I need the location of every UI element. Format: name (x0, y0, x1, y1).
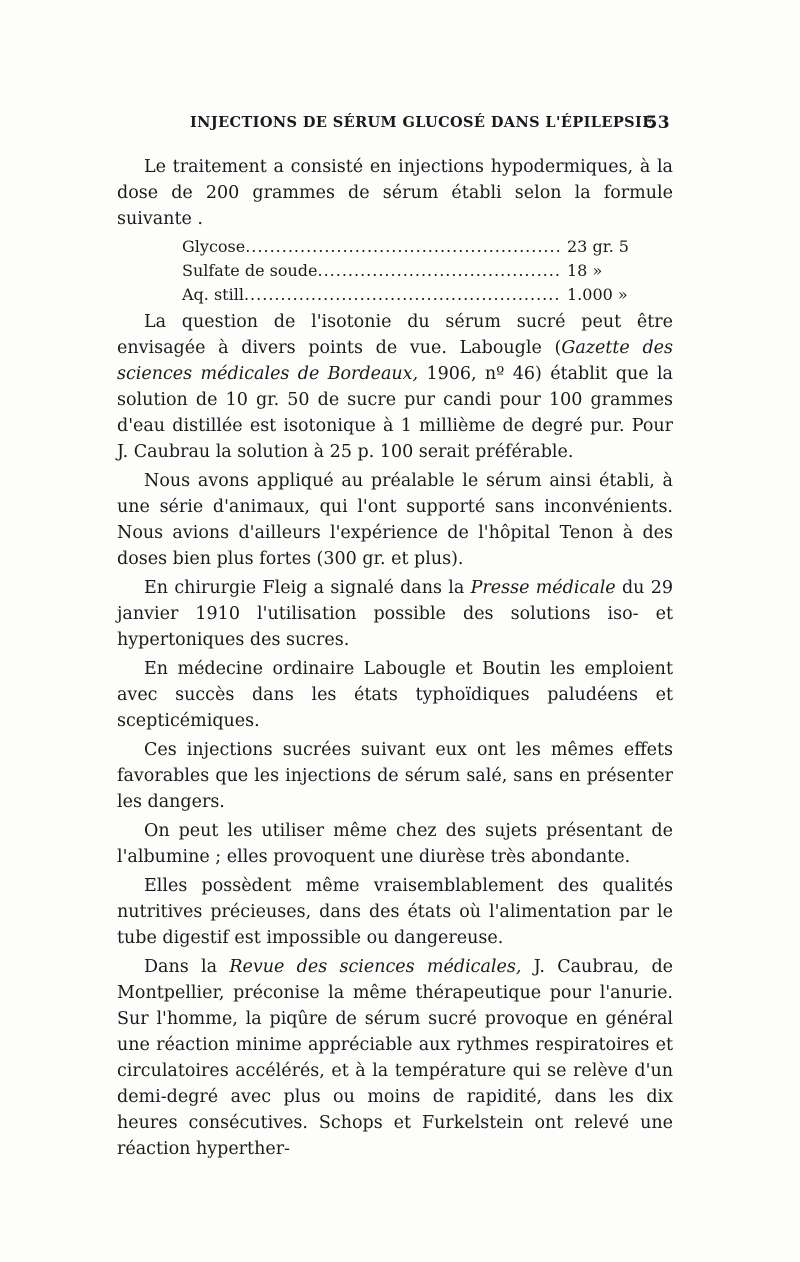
formula-row (182, 259, 637, 283)
leader-dots (244, 283, 561, 307)
formula-row (182, 235, 637, 259)
text-run: La question de l'isotonie du sérum sucré peut être envisagée à divers points de vue. Labougle ( (117, 312, 673, 358)
ingredient-name: Aq. still (182, 285, 244, 304)
page-header (190, 114, 680, 131)
text-run: du 29 janvier 1910 l'utilisation possible des solutions iso- et hypertoniques des sucres. (117, 578, 673, 650)
running-title: INJECTIONS DE SÉRUM GLUCOSÉ DANS L'ÉPILEPSIE (190, 114, 654, 131)
formula-row (182, 283, 637, 307)
leader-dots (317, 259, 561, 283)
text-run: Dans la (144, 957, 230, 977)
journal-title: Revue des sciences médicales, (229, 957, 522, 977)
ingredient-quantity: 18 » (567, 261, 603, 280)
paragraph-3: Nous avons appliqué au préalable le sérum ainsi établi, à une série d'animaux, qui l'ont supporté sans inconvénients. Nous avions d'ailleurs l'expérience de l'hôpital Tenon à des doses bien plus fortes (300 gr. et plus). (117, 471, 673, 569)
paragraph-1: Le traitement a consisté en injections hypodermiques, à la dose de 200 grammes de sérum établi selon la formule suivante . (117, 157, 673, 229)
text-run: 1906, nº 46) établit que la solution de 10 gr. 50 de sucre pur candi pour 100 grammes d'eau distillée est isotonique à 1 millième de degré pur. Pour J. Caubrau la solution à 25 p. 100 serait préférable. (117, 364, 673, 462)
formula-table (182, 235, 637, 307)
text-run: En chirurgie Fleig a signalé dans la (144, 578, 471, 598)
journal-title: Presse médicale (470, 578, 616, 598)
paragraph-7: On peut les utiliser même chez des sujets présentant de l'albumine ; elles provoquent une diurèse très abondante. (117, 821, 673, 867)
leader-dots (245, 235, 561, 259)
paragraph-4 (117, 575, 673, 653)
ingredient-name: Sulfate de soude (182, 261, 318, 280)
paragraph-9 (117, 954, 673, 1162)
journal-title: Gazette des sciences médicales de Bordeaux, (117, 338, 673, 384)
ingredient-quantity: 1.000 » (567, 285, 628, 304)
paragraph-5: En médecine ordinaire Labougle et Boutin les emploient avec succès dans les états typhoïdiques paludéens et scepticémiques. (117, 659, 673, 731)
paragraph-2 (117, 309, 673, 465)
ingredient-name: Glycose (182, 237, 246, 256)
text-run: J. Caubrau, de Montpellier, préconise la même thérapeutique pour l'anurie. Sur l'homme, la piqûre de sérum sucré provoque en général une réaction minime appréciable aux rythmes respiratoires et circulatoires accélérés, et à la température qui se relève d'un demi-degré avec plus ou moins de rapidité, dans les dix heures consécutives. Schops et Furkelstein ont relevé une réaction hyperther- (117, 957, 673, 1159)
body-text (117, 154, 673, 1165)
paragraph-6: Ces injections sucrées suivant eux ont les mêmes effets favorables que les injections de sérum salé, sans en présenter les dangers. (117, 740, 673, 812)
ingredient-quantity: 23 gr. 5 (567, 237, 629, 256)
page-number: 53 (645, 113, 670, 133)
paragraph-8: Elles possèdent même vraisemblablement des qualités nutritives précieuses, dans des états où l'alimentation par le tube digestif est impossible ou dangereuse. (117, 876, 673, 948)
